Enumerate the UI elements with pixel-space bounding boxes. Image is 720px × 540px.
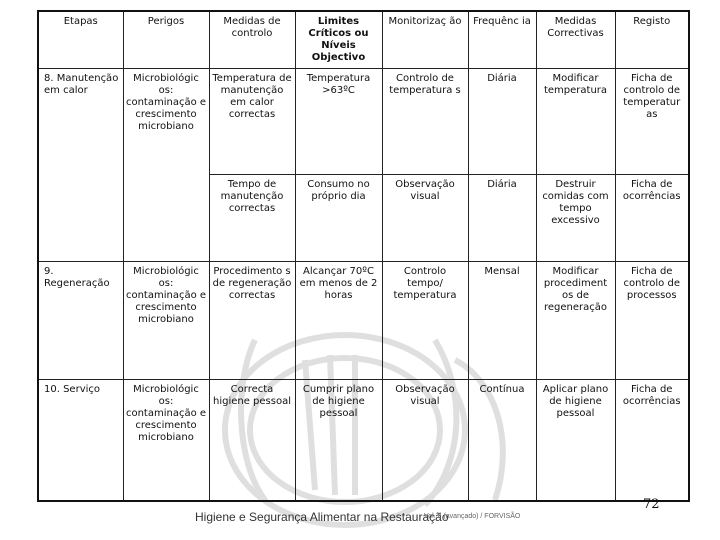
cell-controlo: Procedimento s de regeneração correctas [209,262,295,380]
cell-perigo: Microbiológic os: contaminação e crescimento microbiano [123,380,209,501]
cell-limites: Cumprir plano de higiene pessoal [295,380,382,501]
header-monitorizacao: Monitorizaç ão [382,11,468,69]
header-perigos: Perigos [123,11,209,69]
cell-limites: Consumo no próprio dia [295,175,382,262]
cell-monitorizacao: Observação visual [382,175,468,262]
header-row [38,11,689,69]
cell-perigo: Microbiológic os: contaminação e crescimento microbiano [123,69,209,262]
table-row [38,262,689,380]
cell-correctivas: Destruir comidas com tempo excessivo [536,175,615,262]
haccp-table [37,10,690,502]
cell-controlo: Tempo de manutenção correctas [209,175,295,262]
cell-frequencia: Diária [468,69,536,175]
cell-correctivas: Modificar procediment os de regeneração [536,262,615,380]
cell-frequencia: Contínua [468,380,536,501]
cell-etapa: 10. Serviço [38,380,123,501]
header-etapas: Etapas [38,11,123,69]
cell-frequencia: Diária [468,175,536,262]
cell-limites: Alcançar 70ºC em menos de 2 horas [295,262,382,380]
table-row [38,380,689,501]
cell-correctivas: Modificar temperatura [536,69,615,175]
cell-etapa: 9. Regeneração [38,262,123,380]
cell-etapa: 8. Manutenção em calor [38,69,123,262]
cell-monitorizacao: Controlo tempo/ temperatura [382,262,468,380]
footer-title: Higiene e Segurança Alimentar na Restauração [195,510,449,524]
cell-perigo: Microbiológic os: contaminação e crescimento microbiano [123,262,209,380]
header-frequencia: Frequênc ia [468,11,536,69]
footer-subtitle: Vol. II (avançado) / FORVISÃO [424,513,521,520]
cell-registo: Ficha de ocorrências [615,175,689,262]
cell-controlo: Correcta higiene pessoal [209,380,295,501]
cell-limites: Temperatura >63ºC [295,69,382,175]
cell-registo: Ficha de ocorrências [615,380,689,501]
cell-registo: Ficha de controlo de processos [615,262,689,380]
header-medidas-controlo: Medidas de controlo [209,11,295,69]
cell-monitorizacao: Observação visual [382,380,468,501]
cell-registo: Ficha de controlo de temperatur as [615,69,689,175]
page-number: 72 [643,497,660,512]
cell-monitorizacao: Controlo de temperatura s [382,69,468,175]
header-medidas-correctivas: Medidas Correctivas [536,11,615,69]
cell-correctivas: Aplicar plano de higiene pessoal [536,380,615,501]
header-registo: Registo [615,11,689,69]
header-limites-criticos: Limites Críticos ou Níveis Objectivo [295,11,382,69]
cell-controlo: Temperatura de manutenção em calor correctas [209,69,295,175]
table-row [38,69,689,175]
cell-frequencia: Mensal [468,262,536,380]
